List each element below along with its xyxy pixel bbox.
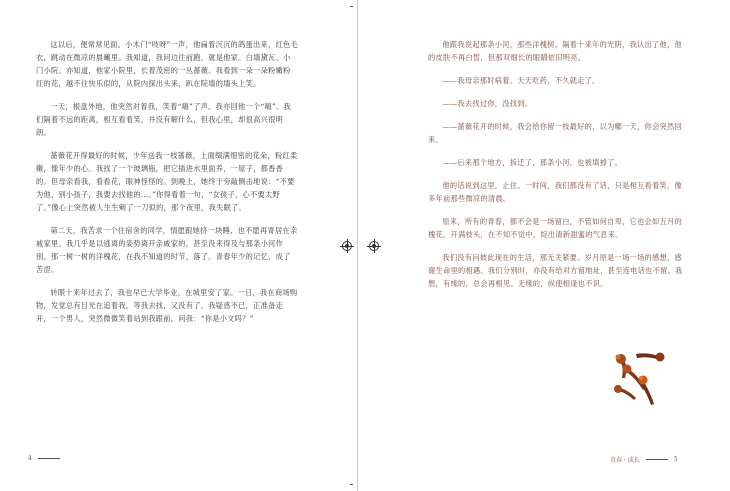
- left-page-number: 4: [28, 455, 32, 462]
- right-paragraph-7: 原来，所有的青春，都不会是一场留白，不管如何自卑，它也会如五月的槐花，开满枝头，在不知不觉中，绽出清新甜蜜的气息来。: [428, 217, 682, 239]
- right-paragraph-5: ——后来那个地方，拆迁了，那条小河，也被填掉了。: [442, 158, 623, 167]
- left-footer: [28, 455, 60, 462]
- clove-5: [614, 385, 636, 400]
- left-paragraph-3: 蔷薇花开得最好的时候，少年送我一枝蔷薇，上面缀满细密的花朵，粉红柔嫩，像年少的心。我找了一个玻璃瓶，把它插进水里面养，一屋子，都香香的。但母亲看我，看看花，眼神怪怪的。到晚上，她终于旁敲侧击地说：“不要为他，别小孩子，我要去找他的…。”你得看着一句，“女孩子，心不要太野了。”像心上突然被人生生剜了一刀似的，那个夜里，我失眠了。: [36, 151, 298, 212]
- left-page: [0, 0, 350, 491]
- clove-2: [636, 353, 665, 362]
- page-gutter: [357, 0, 358, 491]
- left-paragraph-1: 这以后，便常常见面。小木门“吱呀”一声，他扁着沉沉的鸽蛋出来，红色毛衣，跳动在微凉的晨曦里。我知道，我问边往前跑，就是他家。白墙黛瓦、小门小院。亦知道，他家小院里，长着茂密的一丛蔷薇。我看到一朵一朵粉嫩粉红的花，越不住快乐似的，从院内探出头来，趴在院墙的墙头上笑。: [36, 40, 298, 88]
- registration-mark-left-icon: [342, 241, 352, 251]
- right-page-text: [428, 38, 683, 300]
- left-paragraph-2: 一天，根盘外地，他突然对着我，笑着“嗨”了声。我亦回他一个“嗨”。我们隔着不远的距离，相互看着笑，并没有解什么，但我心里，却很高兴很明朗。: [36, 102, 291, 137]
- right-footer-rule: [646, 459, 668, 460]
- right-footer-title: 青春 · 成长: [610, 457, 640, 464]
- right-page-number: 5: [673, 456, 678, 463]
- left-paragraph-4: 第二天，我苦求一个住宿舍的同学，情愿跟她挤一块睡，也不愿再寄居在亲戚家里。我几乎是以逃离的姿势离开亲戚家的，甚至没来得及与那条小河作别。那一树一树的洋槐花，在我不知道的时节，落了。青春年少的记忆，成了苦涩。: [36, 226, 298, 274]
- right-paragraph-3: ——我去找过你，没找到。: [442, 99, 533, 108]
- right-paragraph-1: 他跟我说起那条小河，那些洋槐树。隔着十来年的光阴，我认出了他，他的皮肤不再白皙，但那双细长的眼睛依旧明亮。: [428, 40, 682, 62]
- right-paragraph-8: 我们没有问彼此现在的生活，那无关紧要。岁月原是一场一场的感想，感谢生命里的相遇。我们分别时，亦没有给对方留地址，甚至连电话也不留。我想，有缘的，总会再相见。无缘的，纵使相逢也不识。: [428, 253, 683, 288]
- clove-illustration: [610, 348, 672, 410]
- right-page: [365, 0, 730, 491]
- right-paragraph-4: ——蔷薇花开的时候，我会给你留一枝最好的，以为哪一天，你会突然回来。: [428, 122, 682, 144]
- right-paragraph-2: ——我母亲那时病着，天天吃药，不久就走了。: [442, 76, 600, 85]
- left-paragraph-5: 转眼十来年过去了，我也早已大学毕业，在城里安了家。一日，我在商场购物，发觉总有目光在追着我，等我去找，又没有了。我疑惑不已，正准备走开，一个男人，突然微微笑着站到我跟前，问我：“你是小文吗？”: [36, 288, 298, 323]
- right-paragraph-6: 他的话说到这里，止住。一时间，我们都没有了话，只是相互看着笑，像多年前那些微凉的清晨。: [428, 181, 682, 203]
- clove-4: [639, 376, 655, 406]
- right-footer: [610, 455, 678, 464]
- registration-mark-right-icon: [369, 241, 379, 251]
- left-footer-rule: [38, 458, 60, 459]
- left-page-text: [36, 38, 298, 335]
